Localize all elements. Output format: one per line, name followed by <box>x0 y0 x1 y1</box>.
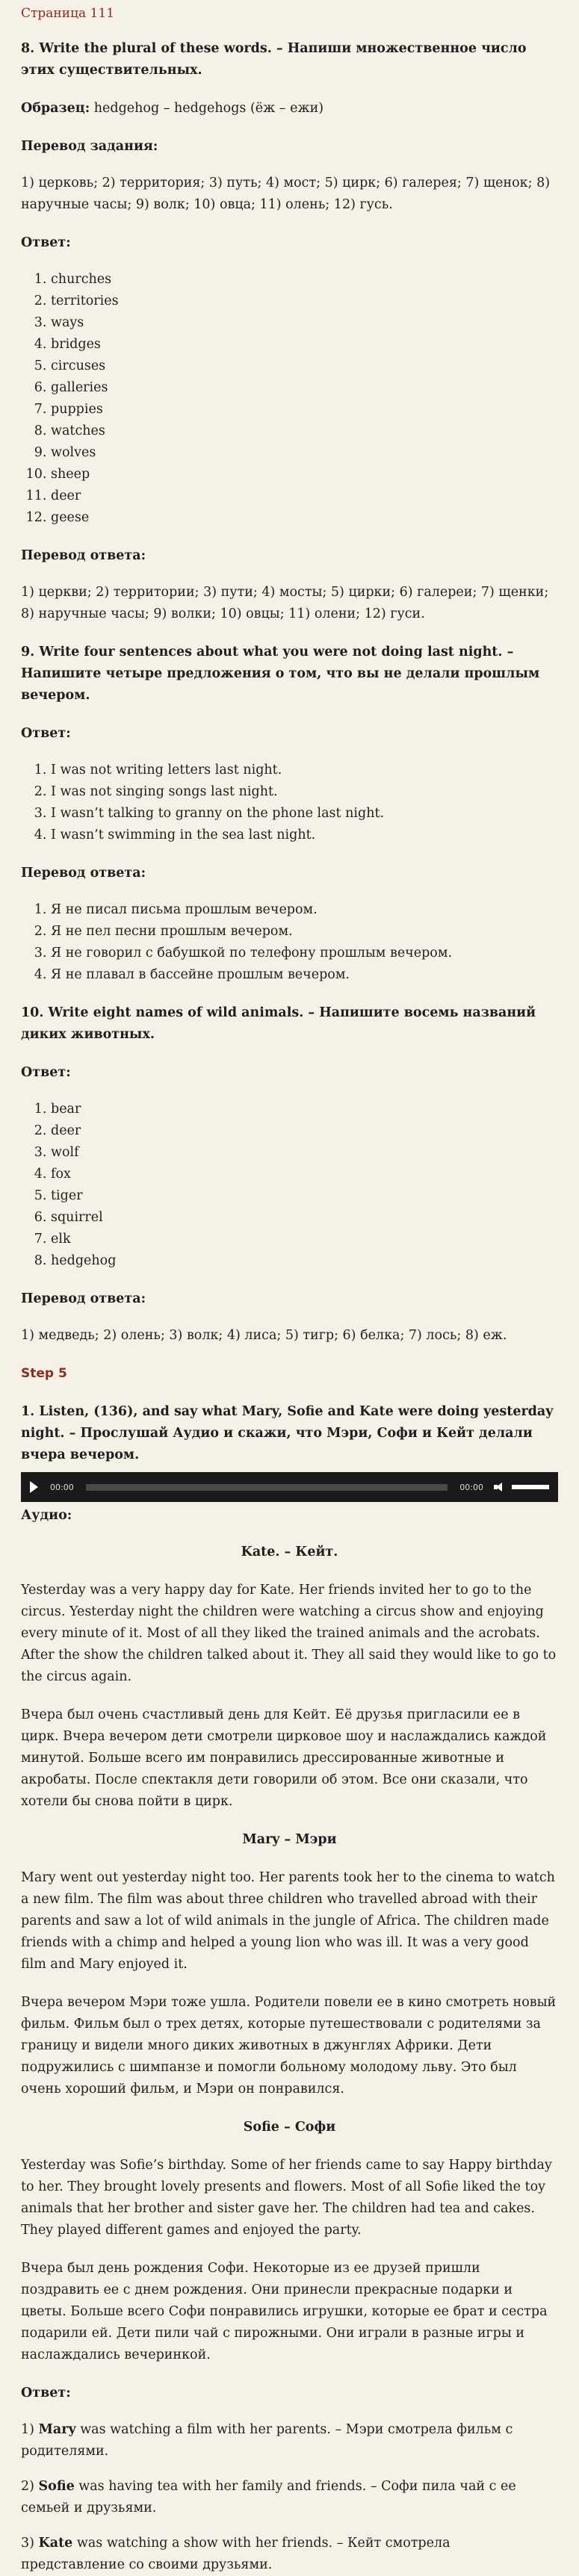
seek-bar[interactable] <box>86 1484 448 1491</box>
sofie-text-en: Yesterday was Sofie’s birthday. Some of her friends came to say Happy birthday to her. They brought lovely presents and flowers. Most of all Sofie liked the toy animals that her brother and sister gave her. The children had tea and cakes. They played different games and enjoyed the party. <box>21 2158 552 2238</box>
list-item: 2. Я не пел песни прошлым вечером. <box>51 921 558 943</box>
list-item: 1. churches <box>51 269 558 291</box>
list-item: 1. Я не писал письма прошлым вечером. <box>51 899 558 921</box>
list-item: 4. fox <box>51 1164 558 1185</box>
answer-line <box>21 2476 558 2519</box>
answer-label: Ответ: <box>21 2386 71 2400</box>
answer-line <box>21 2533 558 2576</box>
list-item: 4. Я не плавал в бассейне прошлым вечером. <box>51 964 558 986</box>
answer-label: Ответ: <box>21 235 71 250</box>
list-item: 3. Я не говорил с бабушкой по телефону прошлым вечером. <box>51 943 558 964</box>
kate-text-ru: Вчера был очень счастливый день для Кейт. Её друзья пригласили ее в цирк. Вчера вечером дети смотрели цирковое шоу и наслаждались каждой минутой. Больше всего им понравились дрессированные животные и акробаты. После спектакля дети говорили об этом. Все они сказали, что хотели бы снова пойти в цирк. <box>21 1707 547 1809</box>
list-item: 5. circuses <box>51 356 558 377</box>
step-heading: Step 5 <box>21 1366 67 1381</box>
mary-text-en: Mary went out yesterday night too. Her parents took her to the cinema to watch a new film. The film was about three children who travelled abroad with their parents and saw a lot of wild animals in the jungle of Africa. The children made friends with a chimp and helped a young lion who was ill. It was a very good film and Mary enjoyed it. <box>21 1870 555 1972</box>
list-item: 1. bear <box>51 1099 558 1120</box>
audio-label: Аудио: <box>21 1508 72 1523</box>
list-item: 8. hedgehog <box>51 1250 558 1272</box>
list-item: 2. deer <box>51 1120 558 1142</box>
answer-name: Mary <box>38 2422 76 2437</box>
answer-text: was watching a show with her friends. – Кейт смотрела представление со своими друзьями. <box>21 2536 450 2572</box>
list-item: 6. galleries <box>51 377 558 399</box>
answer-text: was having tea with her family and friends. – Софи пила чай с ее семьей и друзьями. <box>21 2479 516 2516</box>
translation-label: Перевод задания: <box>21 139 158 154</box>
answer-translation-label: Перевод ответа: <box>21 866 146 881</box>
list-item: 9. wolves <box>51 442 558 464</box>
answer-list-8 <box>21 269 558 529</box>
volume-icon[interactable] <box>494 1483 504 1492</box>
answer-translation: 1) церкви; 2) территории; 3) пути; 4) мосты; 5) цирки; 6) галереи; 7) щенки; 8) наручные часы; 9) волки; 10) овцы; 11) олени; 12) гуси. <box>21 585 549 621</box>
list-item: 12. geese <box>51 507 558 529</box>
total-time: 00:00 <box>459 1482 483 1492</box>
list-item: 3. wolf <box>51 1142 558 1164</box>
list-item: 3. ways <box>51 312 558 334</box>
answer-label: Ответ: <box>21 726 71 741</box>
mary-heading: Mary – Мэри <box>242 1832 337 1847</box>
exercise-9-title: 9. Write four sentences about what you were not doing last night. – Напишите четыре предложения о том, что вы не делали прошлым вечером. <box>21 645 540 703</box>
answer-translation: 1) медведь; 2) олень; 3) волк; 4) лиса; 5) тигр; 6) белка; 7) лось; 8) еж. <box>21 1328 507 1343</box>
volume-slider[interactable] <box>512 1485 549 1489</box>
answer-list-9 <box>21 760 558 846</box>
kate-text-en: Yesterday was a very happy day for Kate. Her friends invited her to go to the circus. Yesterday night the children were watching a circus show and enjoying every minute of it. Most of all they liked the trained animals and the acrobats. After the show the children talked about it. They all said they would like to go to the circus again. <box>21 1583 557 1684</box>
answer-number: 2) <box>21 2479 39 2494</box>
sofie-heading: Sofie – Софи <box>243 2120 336 2135</box>
audio-player <box>21 1472 558 1502</box>
answer-name: Sofie <box>38 2479 75 2494</box>
task-translation: 1) церковь; 2) территория; 3) путь; 4) мост; 5) цирк; 6) галерея; 7) щенок; 8) наручные часы; 9) волк; 10) овца; 11) олень; 12) гусь. <box>21 176 551 212</box>
list-item: 7. elk <box>51 1229 558 1250</box>
sample-text: hedgehog – hedgehogs (ёж – ежи) <box>90 101 324 116</box>
list-item: 4. I wasn’t swimming in the sea last night. <box>51 825 558 846</box>
step5-task-title: 1. Listen, (136), and say what Mary, Sofie and Kate were doing yesterday night. – Прослушай Аудио и скажи, что Мэри, Софи и Кейт делали вчера вечером. <box>21 1404 554 1462</box>
answer-number: 1) <box>21 2422 39 2437</box>
list-item: 6. squirrel <box>51 1207 558 1229</box>
answer-name: Kate <box>38 2536 73 2551</box>
list-item: 5. tiger <box>51 1185 558 1207</box>
sofie-text-ru: Вчера был день рождения Софи. Некоторые из ее друзей пришли поздравить ее с днем рождения. Они принесли прекрасные подарки и цветы. Больше всего Софи понравились игрушки, которые ее брат и сестра подарили ей. Дети пили чай с пирожными. Они играли в разные игры и наслаждались вечеринкой. <box>21 2261 548 2362</box>
list-item: 2. I was not singing songs last night. <box>51 781 558 803</box>
answer-translation-label: Перевод ответа: <box>21 1291 146 1306</box>
step5-answers <box>21 2419 558 2576</box>
kate-heading: Kate. – Кейт. <box>241 1545 338 1559</box>
list-item: 11. deer <box>51 485 558 507</box>
list-item: 10. sheep <box>51 464 558 485</box>
answer-number: 3) <box>21 2536 39 2551</box>
exercise-10-title: 10. Write eight names of wild animals. – Напишите восемь названий диких животных. <box>21 1005 536 1042</box>
answer-list-10 <box>21 1099 558 1272</box>
answer-text: was watching a film with her parents. – Мэри смотрела фильм с родителями. <box>21 2422 513 2459</box>
exercise-8-title: 8. Write the plural of these words. – Напиши множественное число этих существительных. <box>21 41 527 78</box>
list-item: 1. I was not writing letters last night. <box>51 760 558 781</box>
answer-label: Ответ: <box>21 1065 71 1080</box>
list-item: 2. territories <box>51 291 558 312</box>
play-icon[interactable] <box>30 1481 38 1493</box>
list-item: 3. I wasn’t talking to granny on the phone last night. <box>51 803 558 825</box>
answer-line <box>21 2419 558 2462</box>
answer-translation-label: Перевод ответа: <box>21 548 146 563</box>
mary-text-ru: Вчера вечером Мэри тоже ушла. Родители повели ее в кино смотреть новый фильм. Фильм был о трех детях, которые путешествовали с родителями за границу и видели много диких животных в джунглях Африки. Дети подружились с шимпанзе и помогли больному молодому льву. Это был очень хороший фильм, и Мэри он понравился. <box>21 1995 557 2097</box>
sample-label: Образец: <box>21 101 90 116</box>
list-item: 4. bridges <box>51 334 558 356</box>
sample-line <box>21 98 558 120</box>
page-link[interactable]: Страница 111 <box>21 6 115 21</box>
list-item: 8. watches <box>51 420 558 442</box>
list-item: 7. puppies <box>51 399 558 420</box>
current-time: 00:00 <box>50 1482 74 1492</box>
answer-translation-list-9 <box>21 899 558 986</box>
